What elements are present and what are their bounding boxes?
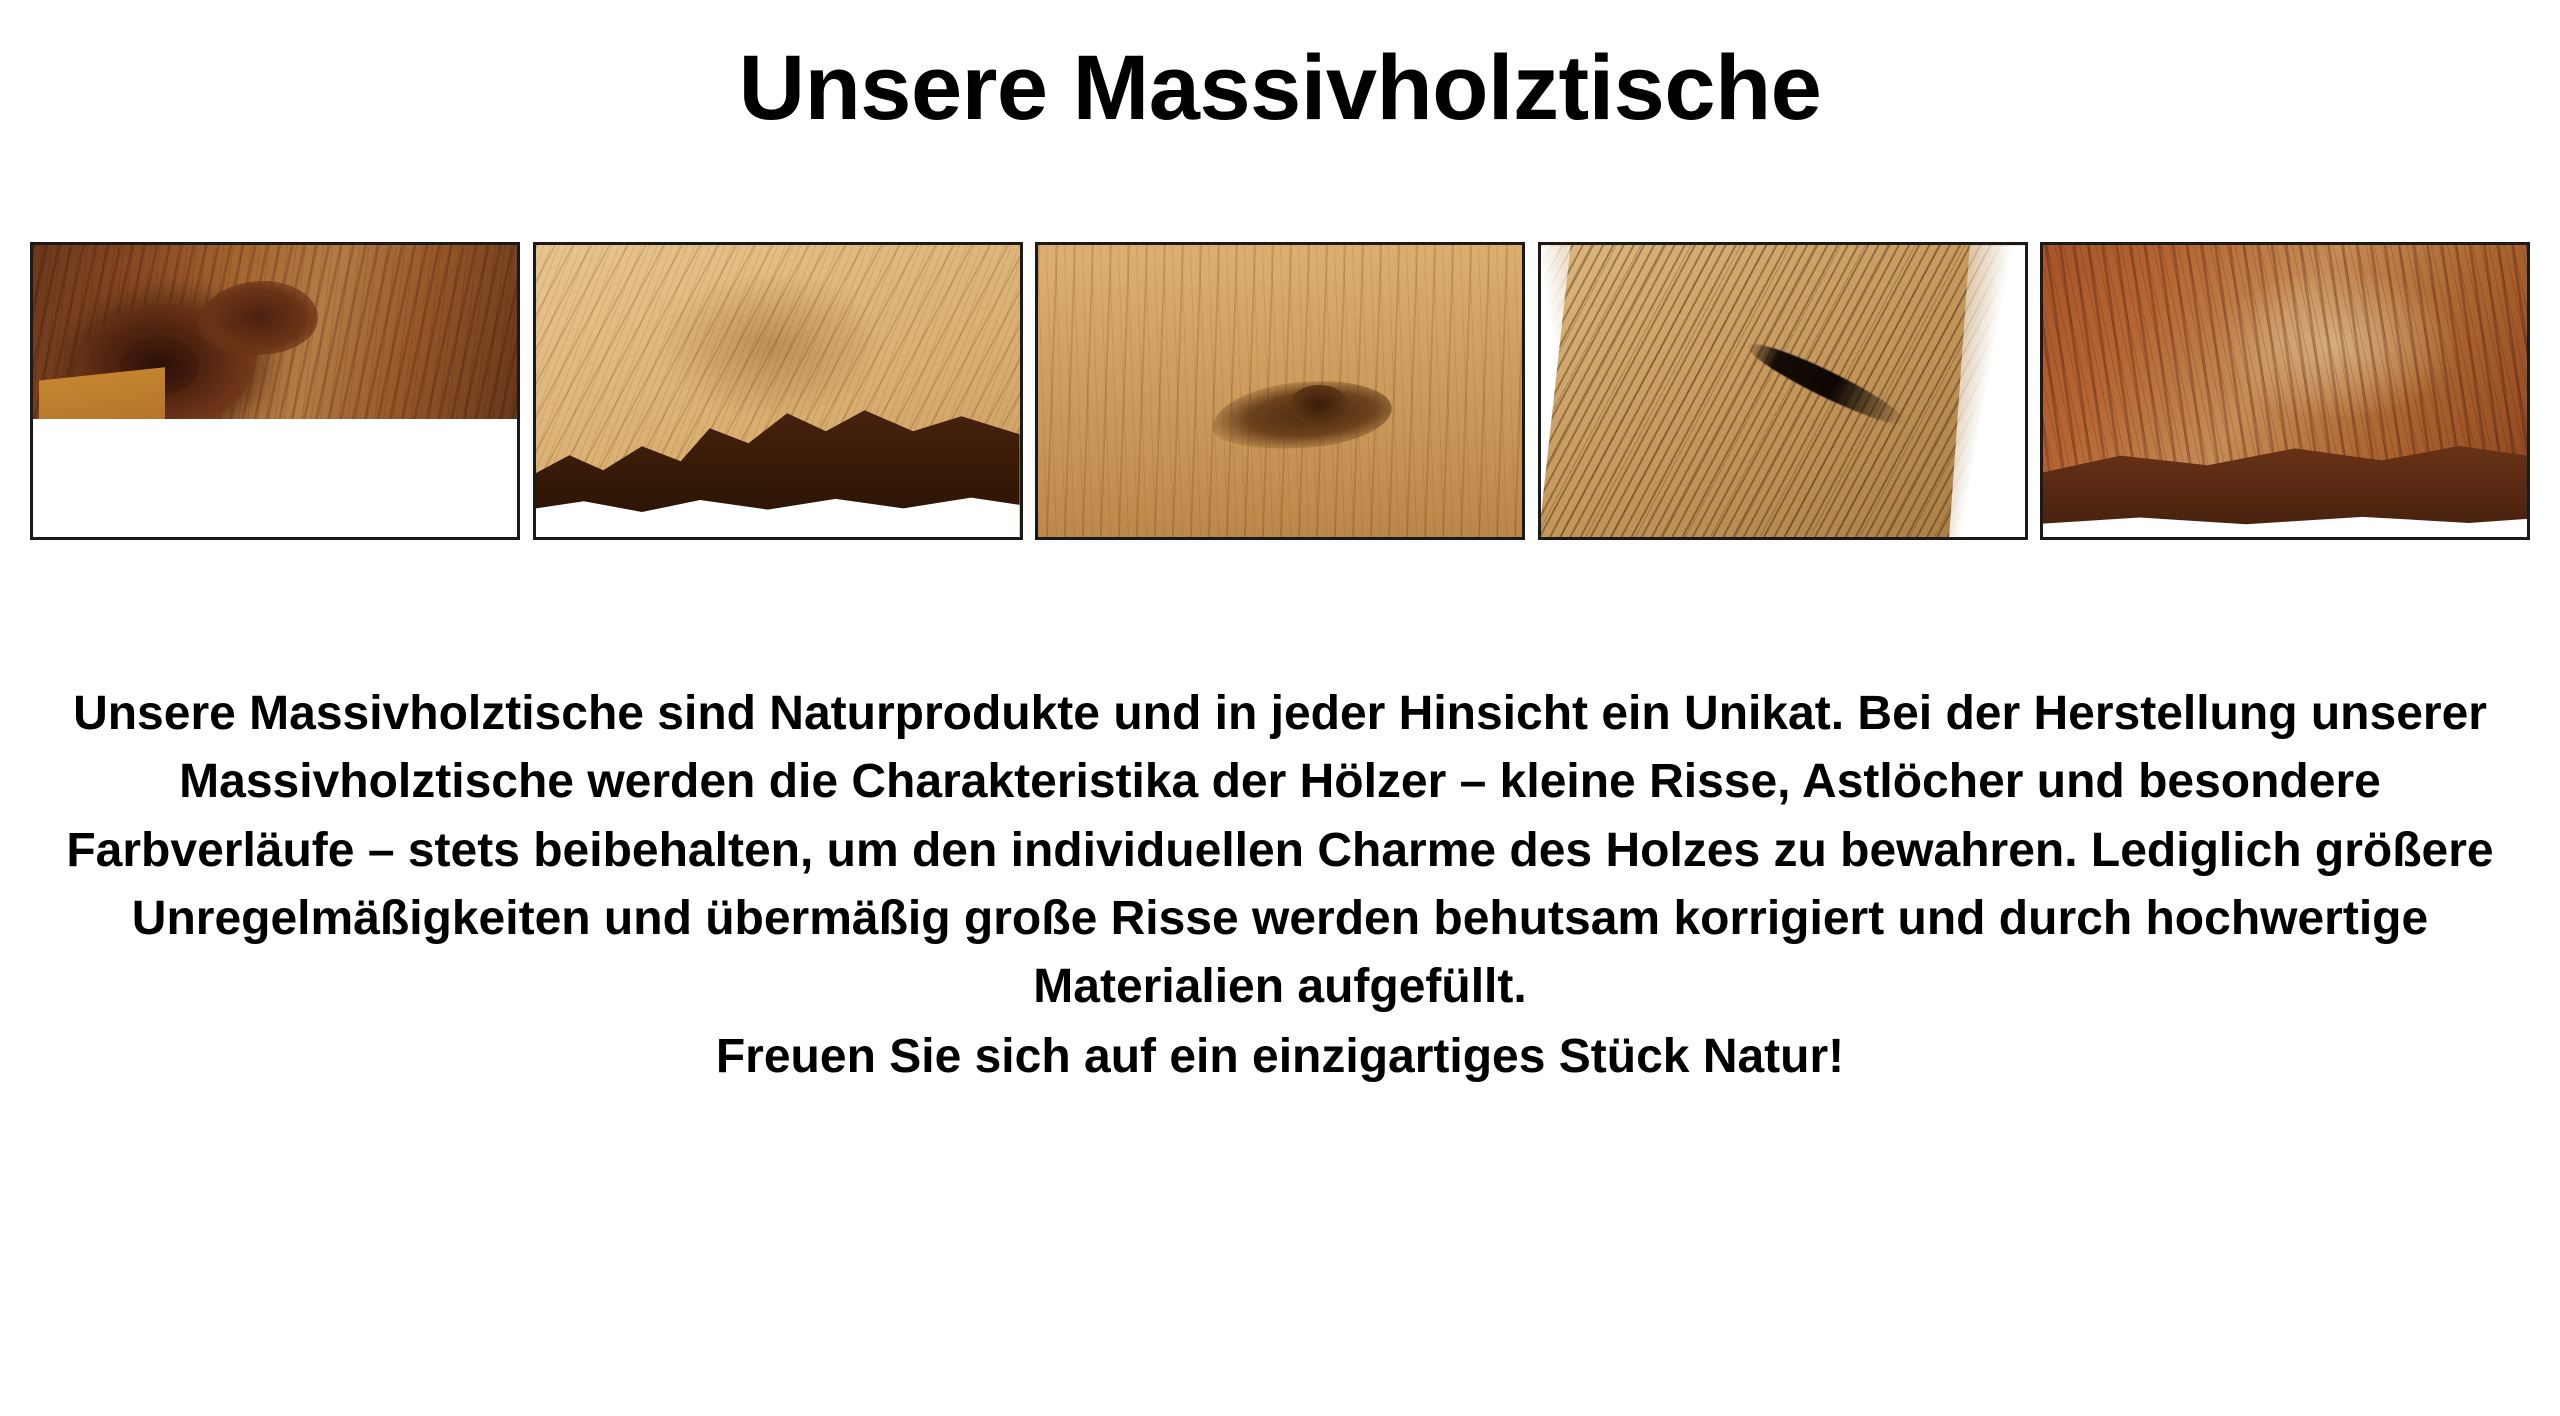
image-gallery: [30, 242, 2530, 540]
body-text: [45, 680, 2515, 1091]
photo-rosewood-slab-edge: [30, 242, 520, 540]
page-title: Unsere Massivholztische: [738, 37, 1822, 139]
body-paragraph: Unsere Massivholztische sind Naturprodukte und in jeder Hinsicht ein Unikat. Bei der Herstellung unserer Massivholztische werden die Charakteristika der Hölzer – kleine Risse, Astlöcher und besondere Farbverläufe – stets beibehalten, um den individuellen Charme des Holzes zu bewahren. Lediglich größere Unregelmäßigkeiten und übermäßig große Risse werden behutsam korrigiert und durch hochwertige Materialien aufgefüllt.: [66, 687, 2494, 1013]
knot-core-shape: [1290, 385, 1348, 425]
body-closing-line: Freuen Sie sich auf ein einzigartiges Stück Natur!: [715, 1030, 1845, 1083]
photo-background-fill: [33, 419, 517, 537]
photo-acacia-live-edge: [533, 242, 1023, 540]
photo-rosewood-corner: [2040, 242, 2530, 540]
saw-mark-texture: [1541, 245, 2025, 537]
photo-sawn-plank-crack: [1538, 242, 2028, 540]
photo-acacia-grain-knot: [1035, 242, 1525, 540]
